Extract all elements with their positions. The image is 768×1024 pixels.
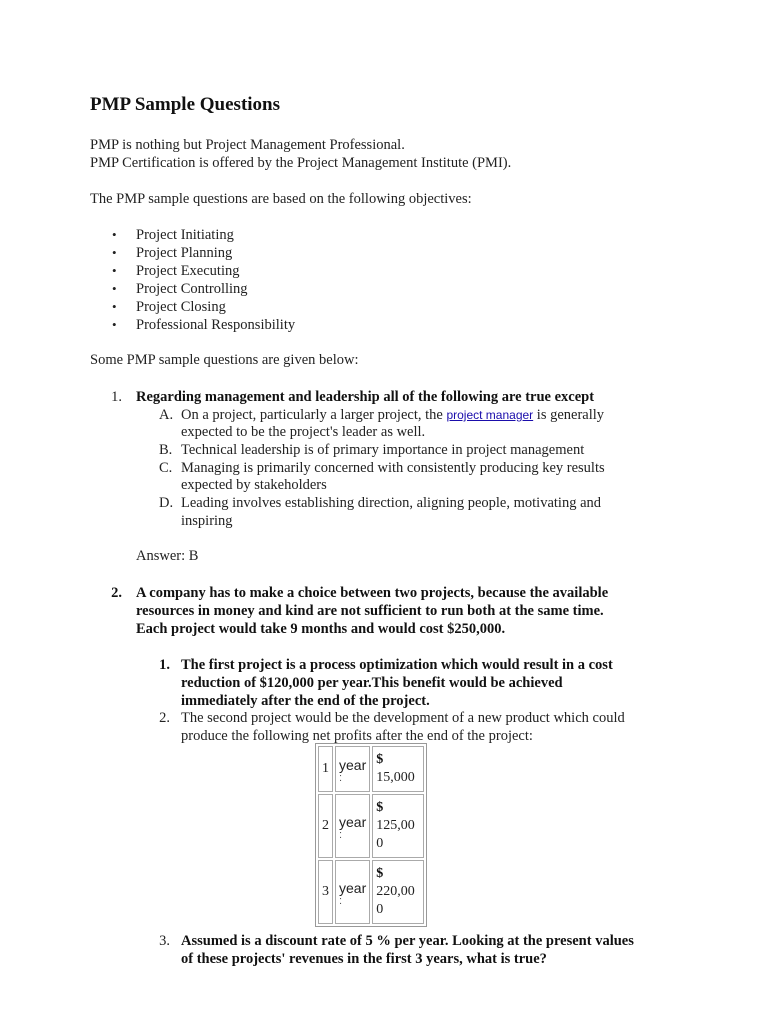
list-item: Professional Responsibility (136, 317, 296, 333)
year-number-cell: 3 (318, 860, 333, 924)
sub-item-text: Assumed is a discount rate of 5 % per year. Looking at the present values (181, 933, 634, 949)
value-text-continued: 0 (376, 902, 384, 917)
list-item: Project Planning (136, 245, 233, 261)
year-number-cell: 2 (318, 794, 333, 858)
year-label: year (339, 757, 367, 773)
option-letter: B. (159, 442, 173, 458)
option-a-continued: expected to be the project's leader as well. (181, 424, 426, 440)
question-number: 2. (111, 585, 122, 601)
option-a-text-start: On a project, particularly a larger project, the (181, 407, 443, 423)
table-row (318, 860, 424, 924)
list-item: Project Initiating (136, 227, 234, 243)
bullet-icon: • (112, 245, 117, 260)
sub-item-text-continued: immediately after the end of the project. (181, 693, 430, 709)
bullet-icon: • (112, 227, 117, 242)
year-number-cell: 1 (318, 746, 333, 792)
sub-item-text: The first project is a process optimization which would result in a cost (181, 657, 613, 673)
sub-item-text: The second project would be the development of a new product which could (181, 710, 625, 726)
table-row (318, 794, 424, 858)
bullet-icon: • (112, 299, 117, 314)
option-a-text-end: is generally (536, 407, 605, 423)
value-cell (372, 794, 424, 858)
value-cell (372, 860, 424, 924)
bullet-icon: • (112, 281, 117, 296)
year-label: year (339, 814, 367, 830)
value-cell (372, 746, 424, 792)
question-text-continued: resources in money and kind are not sufficient to run both at the same time. (136, 603, 604, 619)
year-label: year (339, 880, 367, 896)
option-letter: D. (159, 495, 174, 511)
year-colon: : (339, 829, 343, 841)
objectives-lead: The PMP sample questions are based on the following objectives: (90, 191, 472, 207)
value-text: 15,000 (376, 770, 415, 785)
currency-sign: $ (376, 866, 384, 881)
option-d-continued: inspiring (181, 513, 233, 529)
intro-line: PMP is nothing but Project Management Professional. (90, 137, 405, 153)
project-manager-link[interactable]: project manager (446, 408, 534, 422)
list-item: Project Executing (136, 263, 240, 279)
option-b: Technical leadership is of primary importance in project management (181, 442, 585, 458)
sub-item-text-continued: of these projects' revenues in the first 3 years, what is true? (181, 951, 547, 967)
year-label-cell (335, 860, 370, 924)
sub-item-text-continued: reduction of $120,000 per year.This benefit would be achieved (181, 675, 563, 691)
page-title: PMP Sample Questions (90, 94, 281, 115)
value-text: 220,00 (376, 884, 415, 899)
option-letter: C. (159, 460, 173, 476)
sub-item-number: 3. (159, 933, 170, 949)
bullet-icon: • (112, 263, 117, 278)
year-label-cell (335, 746, 370, 792)
question-text: A company has to make a choice between two projects, because the available (136, 585, 609, 601)
value-text-continued: 0 (376, 836, 384, 851)
option-c: Managing is primarily concerned with consistently producing key results (181, 460, 605, 476)
sub-item-text-continued: produce the following net profits after the end of the project: (181, 728, 533, 744)
currency-sign: $ (376, 752, 384, 767)
currency-sign: $ (376, 800, 384, 815)
option-a (181, 406, 604, 424)
year-colon: : (339, 772, 343, 784)
intro-line: PMP Certification is offered by the Project Management Institute (PMI). (90, 155, 512, 171)
question-text: Regarding management and leadership all of the following are true except (136, 389, 595, 405)
year-label-cell (335, 794, 370, 858)
question-number: 1. (111, 389, 122, 405)
option-d: Leading involves establishing direction, aligning people, motivating and (181, 495, 602, 511)
list-item: Project Controlling (136, 281, 248, 297)
bullet-icon: • (112, 317, 117, 332)
option-c-continued: expected by stakeholders (181, 477, 327, 493)
profits-table (315, 743, 427, 927)
table-row (318, 746, 424, 792)
value-text: 125,00 (376, 818, 415, 833)
sub-item-number: 1. (159, 657, 170, 673)
sub-item-number: 2. (159, 710, 170, 726)
questions-lead: Some PMP sample questions are given below: (90, 352, 359, 368)
question-text-continued: Each project would take 9 months and would cost $250,000. (136, 621, 506, 637)
answer-text: Answer: B (136, 548, 199, 564)
list-item: Project Closing (136, 299, 226, 315)
year-colon: : (339, 895, 343, 907)
option-letter: A. (159, 407, 174, 423)
